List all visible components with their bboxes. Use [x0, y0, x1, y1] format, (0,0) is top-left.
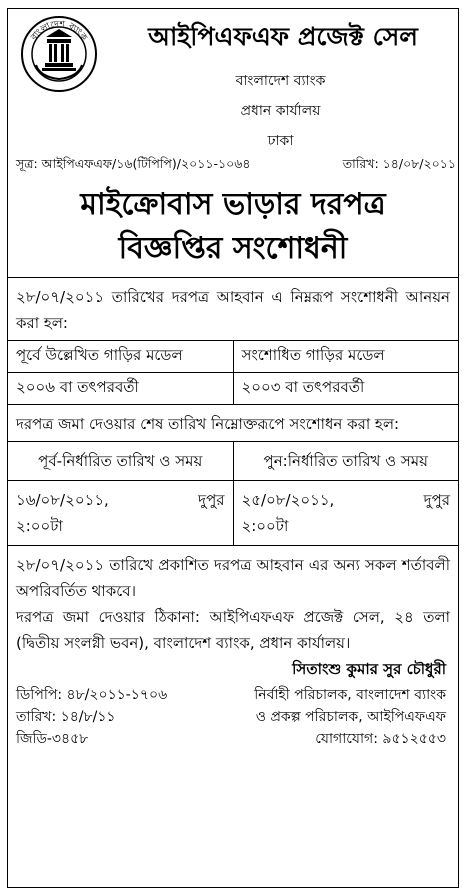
- seal-text: বাংলাদেশ ব্যাংক: [29, 19, 89, 43]
- office-name: প্রধান কার্যালয়: [240, 103, 321, 119]
- signatory-name: সিতাংশু কুমার সুর চৌধুরী: [292, 660, 446, 678]
- bank-name: বাংলাদেশ ব্যাংক: [235, 73, 326, 89]
- signature-row-2: [16, 704, 450, 726]
- issue-date: তারিখ: ১৪/০৮/২০১১: [342, 156, 456, 171]
- terms-paragraph: ২৮/০৭/২০১১ তারিখে প্রকাশিত দরপত্র আহবান এর অন্য সকল শর্তাবলী অপরিবর্তিত থাকবে।: [16, 556, 450, 600]
- notice-title-line2: বিজ্ঞপ্তির সংশোধনী: [118, 231, 348, 266]
- gd-number: জিডি-৩৪৫৮: [16, 731, 89, 747]
- revised-deadline-header: পুন:নির্ধারিত তারিখ ও সময়: [233, 442, 458, 481]
- amendment1-intro: ২৮/০৭/২০১১ তারিখের দরপত্র আহবান এ নিম্নরূপ সংশোধনী আনয়ন করা হল:: [8, 277, 458, 340]
- signature-row-1: [16, 682, 450, 704]
- vehicle-model-table: [8, 340, 458, 404]
- prev-deadline-line2: ২:০০টা: [16, 517, 63, 535]
- reference-number: সূত্র: আইপিএফএফ/১৬(টিপিপি)/২০১১-১০৬৪: [16, 156, 251, 171]
- dpp-number: ডিপিপি: ৪৮/২০১১-১৭০৬: [16, 687, 168, 703]
- revised-deadline-line2: ২:০০টা: [241, 517, 289, 535]
- address-paragraph: দরপত্র জমা দেওয়ার ঠিকানা: আইপিএফএফ প্রজেক্ট সেল, ২৪ তলা (দ্বিতীয় সংলগ্নী ভবন), বাংলাদেশ ব্যাংক, প্রধান কার্যালয়।: [16, 608, 450, 652]
- designation-line2: ও প্রকল্প পরিচালক, আইপিএফএফ: [255, 709, 446, 725]
- deadline-table: [8, 441, 458, 545]
- reference-line: [16, 156, 456, 176]
- amendment2-intro: দরপত্র জমা দেওয়ার শেষ তারিখ নিম্নোক্তরূপে সংশোধন করা হল:: [8, 404, 458, 441]
- signature-row-3: [16, 726, 450, 748]
- notice-title: [8, 181, 458, 271]
- notice-page: [7, 8, 459, 888]
- letterhead: [8, 9, 458, 181]
- bangladesh-bank-seal-icon: [20, 15, 98, 93]
- dpp-date: তারিখ: ১৪/৮/১১: [16, 709, 116, 725]
- city-name: ঢাকা: [267, 133, 294, 149]
- prev-deadline-line1: ১৬/০৮/২০১১, দুপুর: [16, 491, 225, 509]
- project-cell-title: আইপিএফএফ প্রজেক্ট সেল: [148, 22, 418, 51]
- notice-footer: [8, 545, 458, 748]
- designation-line1: নির্বাহী পরিচালক, বাংলাদেশ ব্যাংক: [254, 687, 446, 703]
- revised-model-header: সংশোধিত গাড়ির মডেল: [233, 341, 458, 373]
- prev-deadline-value: [8, 481, 233, 546]
- prev-model-header: পূর্বে উল্লেখিত গাড়ির মডেল: [8, 341, 233, 373]
- revised-deadline-line1: ২৫/০৮/২০১১, দুপুর: [241, 491, 450, 509]
- prev-deadline-header: পূর্ব-নির্ধারিত তারিখ ও সময়: [8, 442, 233, 481]
- revised-model-value: ২০০৩ বা তৎপরবর্তী: [233, 373, 458, 405]
- notice-title-line1: মাইক্রোবাস ভাড়ার দরপত্র: [80, 187, 386, 222]
- revised-deadline-value: [233, 481, 458, 546]
- prev-model-value: ২০০৬ বা তৎপরবর্তী: [8, 373, 233, 405]
- contact-number: যোগাযোগ: ৯৫১২৫৫৩: [315, 731, 446, 747]
